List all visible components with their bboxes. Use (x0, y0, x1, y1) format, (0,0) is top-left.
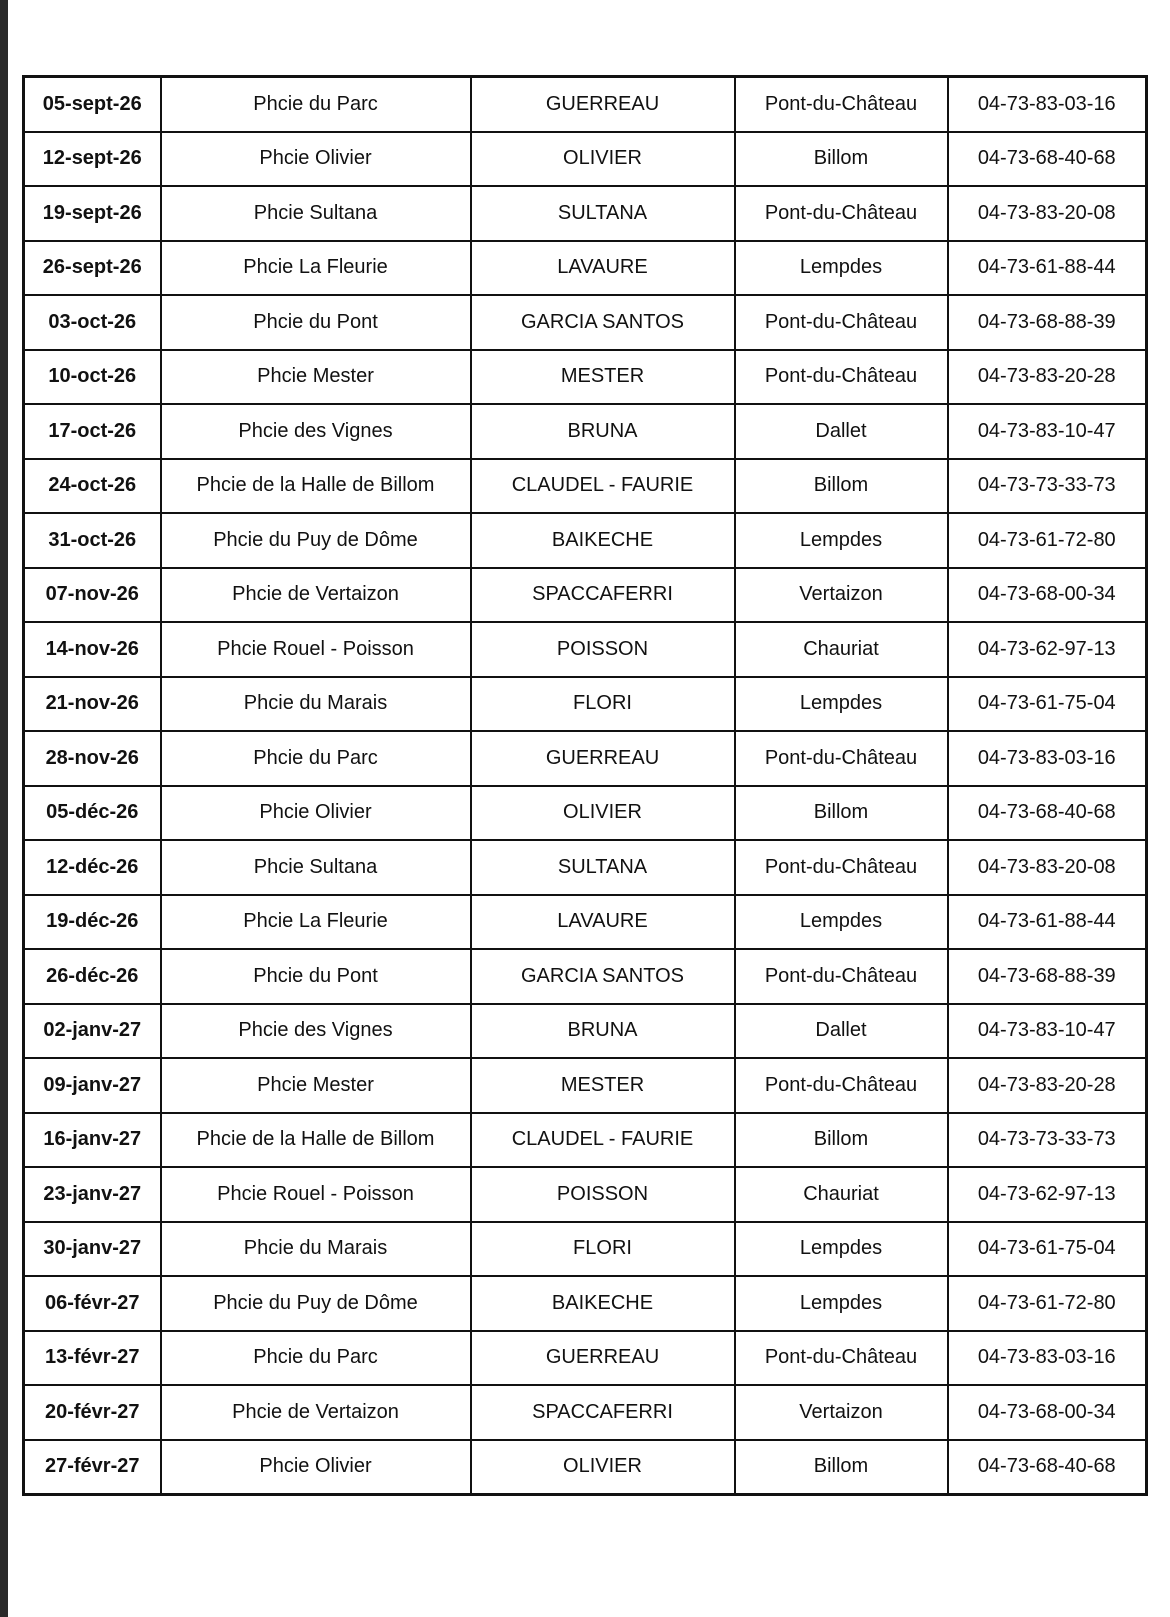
town-cell: Pont-du-Château (735, 1331, 948, 1386)
date-cell: 23-janv-27 (24, 1167, 161, 1222)
pharmacy-cell: Phcie du Puy de Dôme (161, 1276, 471, 1331)
date-cell: 26-sept-26 (24, 241, 161, 296)
pharmacist-cell: SULTANA (471, 186, 735, 241)
pharmacy-cell: Phcie de la Halle de Billom (161, 1113, 471, 1168)
pharmacy-cell: Phcie Rouel - Poisson (161, 622, 471, 677)
table-row (24, 1113, 1147, 1168)
pharmacy-cell: Phcie Sultana (161, 840, 471, 895)
table-row (24, 1440, 1147, 1495)
pharmacist-cell: FLORI (471, 1222, 735, 1277)
pharmacist-cell: GARCIA SANTOS (471, 295, 735, 350)
pharmacist-cell: GARCIA SANTOS (471, 949, 735, 1004)
phone-cell: 04-73-83-20-08 (948, 186, 1147, 241)
town-cell: Vertaizon (735, 568, 948, 623)
phone-cell: 04-73-83-20-28 (948, 350, 1147, 405)
date-cell: 13-févr-27 (24, 1331, 161, 1386)
town-cell: Dallet (735, 1004, 948, 1059)
pharmacy-cell: Phcie de Vertaizon (161, 1385, 471, 1440)
date-cell: 12-déc-26 (24, 840, 161, 895)
date-cell: 24-oct-26 (24, 459, 161, 514)
town-cell: Lempdes (735, 1222, 948, 1277)
date-cell: 16-janv-27 (24, 1113, 161, 1168)
pharmacy-cell: Phcie Sultana (161, 186, 471, 241)
town-cell: Billom (735, 459, 948, 514)
phone-cell: 04-73-83-10-47 (948, 404, 1147, 459)
date-cell: 20-févr-27 (24, 1385, 161, 1440)
table-row (24, 1004, 1147, 1059)
town-cell: Lempdes (735, 895, 948, 950)
town-cell: Lempdes (735, 241, 948, 296)
pharmacy-cell: Phcie Olivier (161, 132, 471, 187)
date-cell: 17-oct-26 (24, 404, 161, 459)
pharmacy-cell: Phcie Olivier (161, 786, 471, 841)
town-cell: Pont-du-Château (735, 949, 948, 1004)
table-row (24, 840, 1147, 895)
pharmacist-cell: FLORI (471, 677, 735, 732)
date-cell: 10-oct-26 (24, 350, 161, 405)
town-cell: Pont-du-Château (735, 77, 948, 132)
phone-cell: 04-73-68-40-68 (948, 786, 1147, 841)
pharmacist-cell: SPACCAFERRI (471, 568, 735, 623)
pharmacy-cell: Phcie de Vertaizon (161, 568, 471, 623)
pharmacy-cell: Phcie du Pont (161, 949, 471, 1004)
town-cell: Pont-du-Château (735, 731, 948, 786)
town-cell: Chauriat (735, 1167, 948, 1222)
table-body (24, 77, 1147, 1495)
table-row (24, 1167, 1147, 1222)
phone-cell: 04-73-68-00-34 (948, 1385, 1147, 1440)
phone-cell: 04-73-83-20-08 (948, 840, 1147, 895)
date-cell: 14-nov-26 (24, 622, 161, 677)
town-cell: Lempdes (735, 677, 948, 732)
phone-cell: 04-73-61-75-04 (948, 1222, 1147, 1277)
table-row (24, 677, 1147, 732)
phone-cell: 04-73-62-97-13 (948, 1167, 1147, 1222)
pharmacist-cell: OLIVIER (471, 1440, 735, 1495)
date-cell: 05-sept-26 (24, 77, 161, 132)
pharmacist-cell: CLAUDEL - FAURIE (471, 1113, 735, 1168)
date-cell: 26-déc-26 (24, 949, 161, 1004)
pharmacy-cell: Phcie La Fleurie (161, 895, 471, 950)
town-cell: Billom (735, 1440, 948, 1495)
phone-cell: 04-73-83-03-16 (948, 77, 1147, 132)
pharmacy-duty-table (22, 75, 1148, 1496)
pharmacist-cell: POISSON (471, 622, 735, 677)
town-cell: Billom (735, 132, 948, 187)
phone-cell: 04-73-83-20-28 (948, 1058, 1147, 1113)
town-cell: Chauriat (735, 622, 948, 677)
phone-cell: 04-73-68-88-39 (948, 949, 1147, 1004)
date-cell: 28-nov-26 (24, 731, 161, 786)
town-cell: Billom (735, 786, 948, 841)
phone-cell: 04-73-68-40-68 (948, 132, 1147, 187)
phone-cell: 04-73-61-88-44 (948, 241, 1147, 296)
pharmacist-cell: OLIVIER (471, 132, 735, 187)
table-row (24, 1385, 1147, 1440)
pharmacist-cell: GUERREAU (471, 731, 735, 786)
town-cell: Pont-du-Château (735, 840, 948, 895)
phone-cell: 04-73-73-33-73 (948, 1113, 1147, 1168)
table-row (24, 786, 1147, 841)
town-cell: Pont-du-Château (735, 1058, 948, 1113)
phone-cell: 04-73-68-88-39 (948, 295, 1147, 350)
pharmacist-cell: BRUNA (471, 1004, 735, 1059)
pharmacy-cell: Phcie du Pont (161, 295, 471, 350)
pharmacist-cell: OLIVIER (471, 786, 735, 841)
pharmacist-cell: GUERREAU (471, 1331, 735, 1386)
pharmacist-cell: BAIKECHE (471, 1276, 735, 1331)
window-edge (0, 0, 8, 1617)
pharmacist-cell: MESTER (471, 1058, 735, 1113)
pharmacist-cell: CLAUDEL - FAURIE (471, 459, 735, 514)
phone-cell: 04-73-68-00-34 (948, 568, 1147, 623)
town-cell: Dallet (735, 404, 948, 459)
town-cell: Pont-du-Château (735, 350, 948, 405)
date-cell: 03-oct-26 (24, 295, 161, 350)
phone-cell: 04-73-83-03-16 (948, 1331, 1147, 1386)
date-cell: 27-févr-27 (24, 1440, 161, 1495)
table-row (24, 295, 1147, 350)
date-cell: 07-nov-26 (24, 568, 161, 623)
pharmacy-cell: Phcie Mester (161, 350, 471, 405)
date-cell: 09-janv-27 (24, 1058, 161, 1113)
phone-cell: 04-73-61-75-04 (948, 677, 1147, 732)
pharmacy-cell: Phcie La Fleurie (161, 241, 471, 296)
phone-cell: 04-73-83-03-16 (948, 731, 1147, 786)
pharmacist-cell: BAIKECHE (471, 513, 735, 568)
table-row (24, 404, 1147, 459)
date-cell: 05-déc-26 (24, 786, 161, 841)
pharmacy-cell: Phcie du Puy de Dôme (161, 513, 471, 568)
pharmacist-cell: SPACCAFERRI (471, 1385, 735, 1440)
phone-cell: 04-73-68-40-68 (948, 1440, 1147, 1495)
town-cell: Lempdes (735, 1276, 948, 1331)
date-cell: 19-déc-26 (24, 895, 161, 950)
pharmacy-cell: Phcie du Parc (161, 1331, 471, 1386)
phone-cell: 04-73-61-72-80 (948, 513, 1147, 568)
table-row (24, 568, 1147, 623)
phone-cell: 04-73-61-72-80 (948, 1276, 1147, 1331)
pharmacy-cell: Phcie Olivier (161, 1440, 471, 1495)
pharmacy-cell: Phcie du Parc (161, 77, 471, 132)
date-cell: 21-nov-26 (24, 677, 161, 732)
table-row (24, 1331, 1147, 1386)
town-cell: Pont-du-Château (735, 186, 948, 241)
table-row (24, 622, 1147, 677)
table-row (24, 459, 1147, 514)
date-cell: 19-sept-26 (24, 186, 161, 241)
pharmacy-cell: Phcie des Vignes (161, 404, 471, 459)
table-row (24, 1222, 1147, 1277)
pharmacist-cell: MESTER (471, 350, 735, 405)
table-row (24, 350, 1147, 405)
table-row (24, 1276, 1147, 1331)
phone-cell: 04-73-61-88-44 (948, 895, 1147, 950)
town-cell: Lempdes (735, 513, 948, 568)
pharmacy-cell: Phcie Rouel - Poisson (161, 1167, 471, 1222)
table-row (24, 132, 1147, 187)
table-row (24, 949, 1147, 1004)
table-row (24, 513, 1147, 568)
pharmacist-cell: POISSON (471, 1167, 735, 1222)
pharmacist-cell: GUERREAU (471, 77, 735, 132)
table-row (24, 77, 1147, 132)
table-row (24, 1058, 1147, 1113)
pharmacist-cell: LAVAURE (471, 895, 735, 950)
date-cell: 06-févr-27 (24, 1276, 161, 1331)
table-row (24, 895, 1147, 950)
pharmacist-cell: SULTANA (471, 840, 735, 895)
phone-cell: 04-73-73-33-73 (948, 459, 1147, 514)
table-row (24, 731, 1147, 786)
town-cell: Vertaizon (735, 1385, 948, 1440)
phone-cell: 04-73-62-97-13 (948, 622, 1147, 677)
pharmacy-cell: Phcie Mester (161, 1058, 471, 1113)
date-cell: 31-oct-26 (24, 513, 161, 568)
pharmacy-cell: Phcie des Vignes (161, 1004, 471, 1059)
pharmacy-cell: Phcie de la Halle de Billom (161, 459, 471, 514)
pharmacy-cell: Phcie du Parc (161, 731, 471, 786)
date-cell: 02-janv-27 (24, 1004, 161, 1059)
town-cell: Pont-du-Château (735, 295, 948, 350)
phone-cell: 04-73-83-10-47 (948, 1004, 1147, 1059)
pharmacist-cell: LAVAURE (471, 241, 735, 296)
pharmacy-cell: Phcie du Marais (161, 677, 471, 732)
table-row (24, 186, 1147, 241)
town-cell: Billom (735, 1113, 948, 1168)
pharmacist-cell: BRUNA (471, 404, 735, 459)
date-cell: 30-janv-27 (24, 1222, 161, 1277)
date-cell: 12-sept-26 (24, 132, 161, 187)
document-page (8, 0, 1170, 1617)
pharmacy-cell: Phcie du Marais (161, 1222, 471, 1277)
table-row (24, 241, 1147, 296)
